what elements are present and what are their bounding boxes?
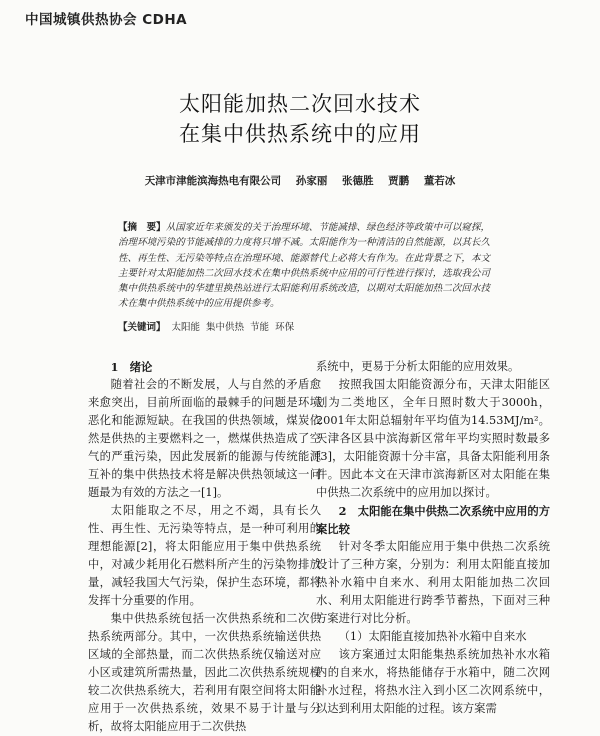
paragraph: 太阳能取之不尽，用之不竭，具有长久性、再生性、无污染等特点，是一种可利用的理想能源[2]，将太阳能应用于集中供热系统中，对减少耗用化石燃料所产生的污染物排放量，减轻我国大气污染，保护生态环境，都将发挥十分重要的作用。 [88,504,321,607]
right-column [316,358,550,718]
article-title-line2: 在集中供热系统中的应用 [179,122,421,146]
abstract [118,220,490,312]
author-name: 张德胜 [342,175,374,187]
author-line [0,173,600,188]
author-name: 董若冰 [423,175,456,187]
section-heading: 1 绪论 [110,360,153,374]
paragraph: 系统中，更易于分析太阳能的应用效果。 [316,360,520,373]
subsection-heading: （1）太阳能直接加热补水箱中自来水 [338,630,527,643]
paragraph: 集中供热系统包括一次供热系统和二次供热系统两部分。其中，一次供热系统输送供热区域的全部热量，而二次供热系统仅输送对应小区或建筑所需热量，因此二次供热系统规模较二次供热系统大，若利用有限空间将太阳能应用于一次供热系统，效果不易于计量与分析，故将太阳能应用于二次供热 [88,612,321,733]
paragraph: 随着社会的不断发展，人与自然的矛盾愈来愈突出，目前所面临的最棘手的问题是环境恶化和能源短缺。在我国的供热领域，煤炭依然是供热的主要燃料之一，燃煤供热造成了空气的严重污染，因此发展新的能源与传统能源互补的集中供热技术将是解决供热领域这一问题最为有效的方法之一[1]。 [88,378,321,499]
abstract-label: 【摘 要】 [118,222,166,233]
keywords [118,319,294,333]
paragraph: 该方案通过太阳能集热系统加热补水水箱内的自来水，将热能储存于水箱中，随二次网补水过程，将热水注入到小区二次网系统中，以达到利用太阳能的过程。该方案需 [316,648,550,715]
paragraph: 按照我国太阳能资源分布，天津太阳能区划为二类地区，全年日照时数大于3000h，2001年太阳总辐射年平均值为14.53MJ/m²。天津各区县中滨海新区常年平均实照时数最多[3]，太阳能资源十分丰富，具备太阳能利用条件。因此本文在天津市滨海新区对太阳能在集中供热二次系统中的应用加以探讨。 [316,378,550,499]
keyword: 集中供热 [206,322,245,333]
paragraph: 针对冬季太阳能应用于集中供热二次系统设计了三种方案，分别为：利用太阳能直接加热补水箱中自来水、利用太阳能加热二次回水、利用太阳能进行跨季节蓄热，下面对三种方案进行对比分析。 [316,540,550,625]
article-title-line1: 太阳能加热二次回水技术 [179,92,421,116]
author-name: 孙家丽 [295,175,328,187]
author-name: 贾鹏 [388,175,410,187]
left-column [88,358,321,736]
keywords-label: 【关键词】 [118,322,166,333]
keyword: 节能 [250,322,270,333]
journal-header: 中国城镇供热协会 CDHA [25,12,188,28]
section-heading: 2 太阳能在集中供热二次系统中应用的方案比较 [316,504,550,536]
affiliation: 天津市津能滨海热电有限公司 [144,175,282,187]
keyword: 环保 [275,322,295,333]
abstract-text: 从国家近年来颁发的关于治理环境、节能减排、绿色经济等政策中可以窥探，治理环境污染的节能减排的力度将只增不减。太阳能作为一种清洁的自然能源，以其长久性、再生性、无污染等特点在治理环境、能源替代上必将大有作为。在此背景之下，本文主要针对太阳能加热二次回水技术在集中供热系统中应用的可行性进行探讨，选取我公司集中供热系统中的华建里换热站进行太阳能利用系统改造，以期对太阳能加热二次回水技术在集中供热系统中的应用提供参考。 [118,222,490,310]
keyword: 太阳能 [171,322,201,333]
